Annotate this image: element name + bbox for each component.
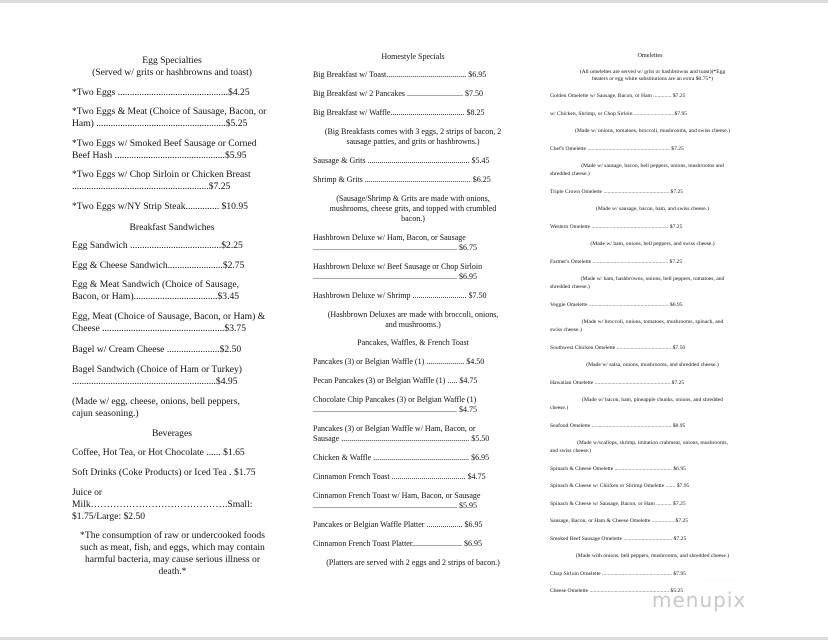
section-title-beverages: Beverages: [152, 428, 192, 439]
menu-item: Chop Sirloin Omelette .................................................. $7.95: [550, 570, 686, 577]
hashbrown-note: and mushrooms.): [385, 320, 441, 329]
section-title-breakfast-sandwiches: Breakfast Sandwiches: [129, 222, 215, 233]
omelette-note: (Made w/ salsa, onions, mushrooms, and shredded cheese.): [586, 362, 719, 368]
omelette-note: (Made w/ sausage, bacon, bell peppers, onions, mushrooms and: [581, 163, 724, 169]
watermark-faint-text: · · · · · · · ·: [706, 578, 735, 585]
menu-item: Big Breakfast w/ Toast........................................ $6.95: [313, 70, 487, 79]
big-breakfast-note: (Big Breakfasts comes with 3 eggs, 2 strips of bacon, 2: [324, 127, 502, 136]
menu-item: Triple Crown Omelette ............................................... $7.25: [550, 188, 684, 195]
menu-item: Spinach & Cheese w/ Chicken or Shrimp Omelette ....... $7.95: [550, 483, 690, 489]
omelette-note: shredded cheese.): [550, 171, 590, 177]
menu-item-price-line: Beef Hash ..............................................$5.95: [72, 150, 247, 161]
menu-item: Pancakes (3) or Belgian Waffle w/ Ham, Bacon, or: [313, 424, 476, 433]
menu-item-price-line: Ham) ......................................................$5.25: [72, 118, 248, 129]
omelette-note: swiss cheese.): [550, 327, 582, 333]
menu-item-price-line: $1.75/Large: $2.50: [72, 511, 146, 522]
menu-item: Hashbrown Deluxe w/ Beef Sausage or Chop Sirloin: [313, 262, 483, 271]
menu-item: Cheese Omelette ......................................................... $5.25: [550, 588, 684, 594]
grits-note: mushrooms, cheese grits, and topped with crumbled: [329, 204, 497, 213]
menu-item-price-line: Milk…………………………………….Small:: [72, 499, 253, 510]
omelette-note: (Made w/ sausage, bacon, ham, and swiss cheese.): [596, 206, 709, 212]
omelette-note: (Made w/ ham, onions, bell peppers, and swiss cheese.): [590, 241, 715, 247]
menu-item-price-line: ........................................................................ $6.75: [313, 243, 477, 252]
menu-item: Southwest Chicken Omelette ....................................... $7.50: [550, 344, 686, 351]
food-safety-disclaimer: *The consumption of raw or undercooked foods: [80, 530, 265, 541]
menu-item-price-line: Sausage ................................................................ $5.50: [313, 434, 490, 443]
menu-item: Bagel Sandwich (Choice of Ham or Turkey): [72, 364, 242, 375]
omelette-note: (Made with onions, bell peppers, mushrooms, and shredded cheese.): [575, 553, 730, 559]
omelette-note: (Made w/ ham, hashbrowns, onions, bell peppers, tomatoes, and: [580, 276, 725, 282]
menu-item: w/ Chicken, Shrimp, or Chop Sirloin ............................ $7.95: [550, 110, 688, 117]
menu-item: Egg, Meat (Choice of Sausage, Bacon, or Ham) &: [72, 311, 266, 322]
menu-item: *Two Eggs w/NY Strip Steak.............. $10.95: [72, 201, 248, 212]
omelette-note: (Made w/ broccoli, onions, tomatoes, mushrooms, spinach, and: [581, 319, 724, 325]
food-safety-disclaimer: death.*: [158, 566, 187, 577]
menu-item-price-line: ........................................................................ $4.75: [313, 405, 477, 414]
platter-note: (Platters are served with 2 eggs and 2 strips of bacon.): [326, 558, 500, 567]
menu-item: Golden Omelette w/ Sausage, Bacon, or Ham ............. $7.25: [550, 93, 686, 99]
menu-item: Pancakes (3) or Belgian Waffle (1) ................... $4.50: [313, 357, 485, 366]
menu-item: Seafood Omelette ......................................................... $8.95: [550, 422, 686, 429]
menu-item: Coffee, Hot Tea, or Hot Chocolate ...... $1.65: [72, 447, 245, 458]
menu-item: Egg & Meat Sandwich (Choice of Sausage,: [72, 279, 240, 290]
menu-item-price-line: ............................................................$4.95: [72, 376, 238, 387]
menu-item: Pancakes or Belgian Waffle Platter .................. $6.95: [313, 520, 483, 529]
menu-item: Big Breakfast w/ 2 Pancakes ............................ $7.50: [313, 89, 483, 98]
omelette-note: cheese.): [550, 405, 569, 411]
menu-item: Juice or: [72, 487, 103, 498]
menu-item: Cinnamon French Toast Platter......................... $6.95: [313, 539, 483, 548]
menu-item: Chicken & Waffle ................................................ $6.95: [313, 453, 490, 462]
hashbrown-note: (Hashbrown Deluxes are made with broccoli, onions,: [327, 310, 499, 319]
menu-item: *Two Eggs ..............................................$4.25: [72, 87, 250, 98]
menu-item: Hashbrown Deluxe w/ Shrimp ........................... $7.50: [313, 291, 487, 300]
menupix-watermark: menupix: [652, 588, 747, 612]
menu-item-price-line: ........................................................................ $5.95: [313, 501, 477, 510]
menu-item: Spinach & Cheese w/ Sausage, Bacon, or Ham ........... $7.25: [550, 500, 686, 507]
menu-item-price-line: ........................................................................ $6.95: [313, 272, 477, 281]
menu-item: Soft Drinks (Coke Products) or Iced Tea . $1.75: [72, 467, 256, 478]
menu-item: Shrimp & Grits ..................................................... $6.25: [313, 175, 491, 184]
omelette-note: and swiss cheese.): [550, 448, 592, 454]
omelette-note: (Made w/scallops, shrimp, imitation crabmeat, onions, mushrooms,: [577, 440, 728, 446]
menu-item: Sausage, Bacon, or Ham & Cheese Omelette ................ $7.25: [550, 518, 689, 524]
menu-item: Egg & Cheese Sandwich.......................$2.75: [72, 260, 245, 271]
menu-item: Farmer's Omelette ...................................................... $7.25: [550, 258, 683, 265]
page-top-border: [0, 0, 828, 3]
section-subtitle-omelettes: beaters or egg white substitutions are an extra $0.75*): [591, 76, 713, 82]
menu-item: Veggie Omelette ......................................................... $6.95: [550, 301, 683, 308]
menu-item-price-line: Cheese ...................................................$3.75: [72, 323, 247, 334]
menu-item: Hawaiian Omelette ...................................................... $7.25: [550, 379, 685, 386]
section-subtitle-omelettes: (All omelettes are served w/ grits or hashbrowns and toast)(*Egg: [579, 69, 726, 75]
section-title-pancakes: Pancakes, Waffles, & French Toast: [357, 338, 469, 347]
menu-item: Sausage & Grits ................................................... $5.45: [313, 156, 490, 165]
section-title-homestyle-specials: Homestyle Specials: [381, 52, 445, 61]
food-safety-disclaimer: harmful bacteria, may cause serious illness or: [84, 554, 261, 565]
sandwich-note: cajun seasoning.): [72, 408, 139, 419]
menu-item-price-line: Bacon, or Ham)...................................$3.45: [72, 291, 240, 302]
grits-note: (Sausage/Shrimp & Grits are made with onions,: [336, 194, 490, 203]
menu-item: Cinnamon French Toast ..................................... $4.75: [313, 472, 486, 481]
sandwich-note: (Made w/ egg, cheese, onions, bell peppers,: [72, 396, 240, 407]
menu-item: Western Omelette ....................................................... $7.25: [550, 223, 683, 230]
menu-item-price-line: .........................................................$7.25: [72, 181, 231, 192]
omelette-note: (Made w/ onions, tomatoes, broccoli, mushrooms, and swiss cheese.): [575, 128, 730, 134]
menu-item: *Two Eggs w/ Chop Sirloin or Chicken Breast: [72, 169, 251, 180]
menu-item: Big Breakfast w/ Waffle..................................... $8.25: [313, 108, 485, 117]
section-title-omelettes: Omelettes: [637, 52, 663, 59]
big-breakfast-note: sausage patties, and grits or hashbrowns.): [346, 137, 480, 146]
omelette-note: shredded cheese.): [550, 284, 590, 290]
menu-item: Chocolate Chip Pancakes (3) or Belgian Waffle (1): [313, 395, 477, 404]
menu-item: Smoked Beef Sausage Omelette ................................... $7.25: [550, 535, 687, 542]
section-subtitle-egg-specialties: (Served w/ grits or hashbrowns and toast): [92, 67, 252, 78]
omelette-note: (Made w/ bacon, ham, pineapple chunks, onions, and shredded: [582, 397, 723, 403]
menu-item: Pecan Pancakes (3) or Belgian Waffle (1) ..... $4.75: [313, 376, 478, 385]
menu-item: Hashbrown Deluxe w/ Ham, Bacon, or Sausage: [313, 233, 466, 242]
menu-item: Egg Sandwich ......................................$2.25: [72, 240, 243, 251]
menu-item: *Two Eggs w/ Smoked Beef Sausage or Corned: [72, 138, 257, 149]
menu-item: *Two Eggs & Meat (Choice of Sausage, Bacon, or: [72, 106, 267, 117]
menu-item: Bagel w/ Cream Cheese ......................$2.50: [72, 344, 242, 355]
menu-item: Chef's Omelette ........................................................... $7.25: [550, 145, 684, 152]
section-title-egg-specialties: Egg Specialties: [142, 55, 202, 66]
menu-item: Spinach & Cheese Omelette ......................................... $6.95: [550, 465, 686, 472]
food-safety-disclaimer: such as meat, fish, and eggs, which may contain: [80, 542, 265, 553]
menu-item: Cinnamon French Toast w/ Ham, Bacon, or Sausage: [313, 491, 481, 500]
grits-note: bacon.): [401, 214, 425, 223]
